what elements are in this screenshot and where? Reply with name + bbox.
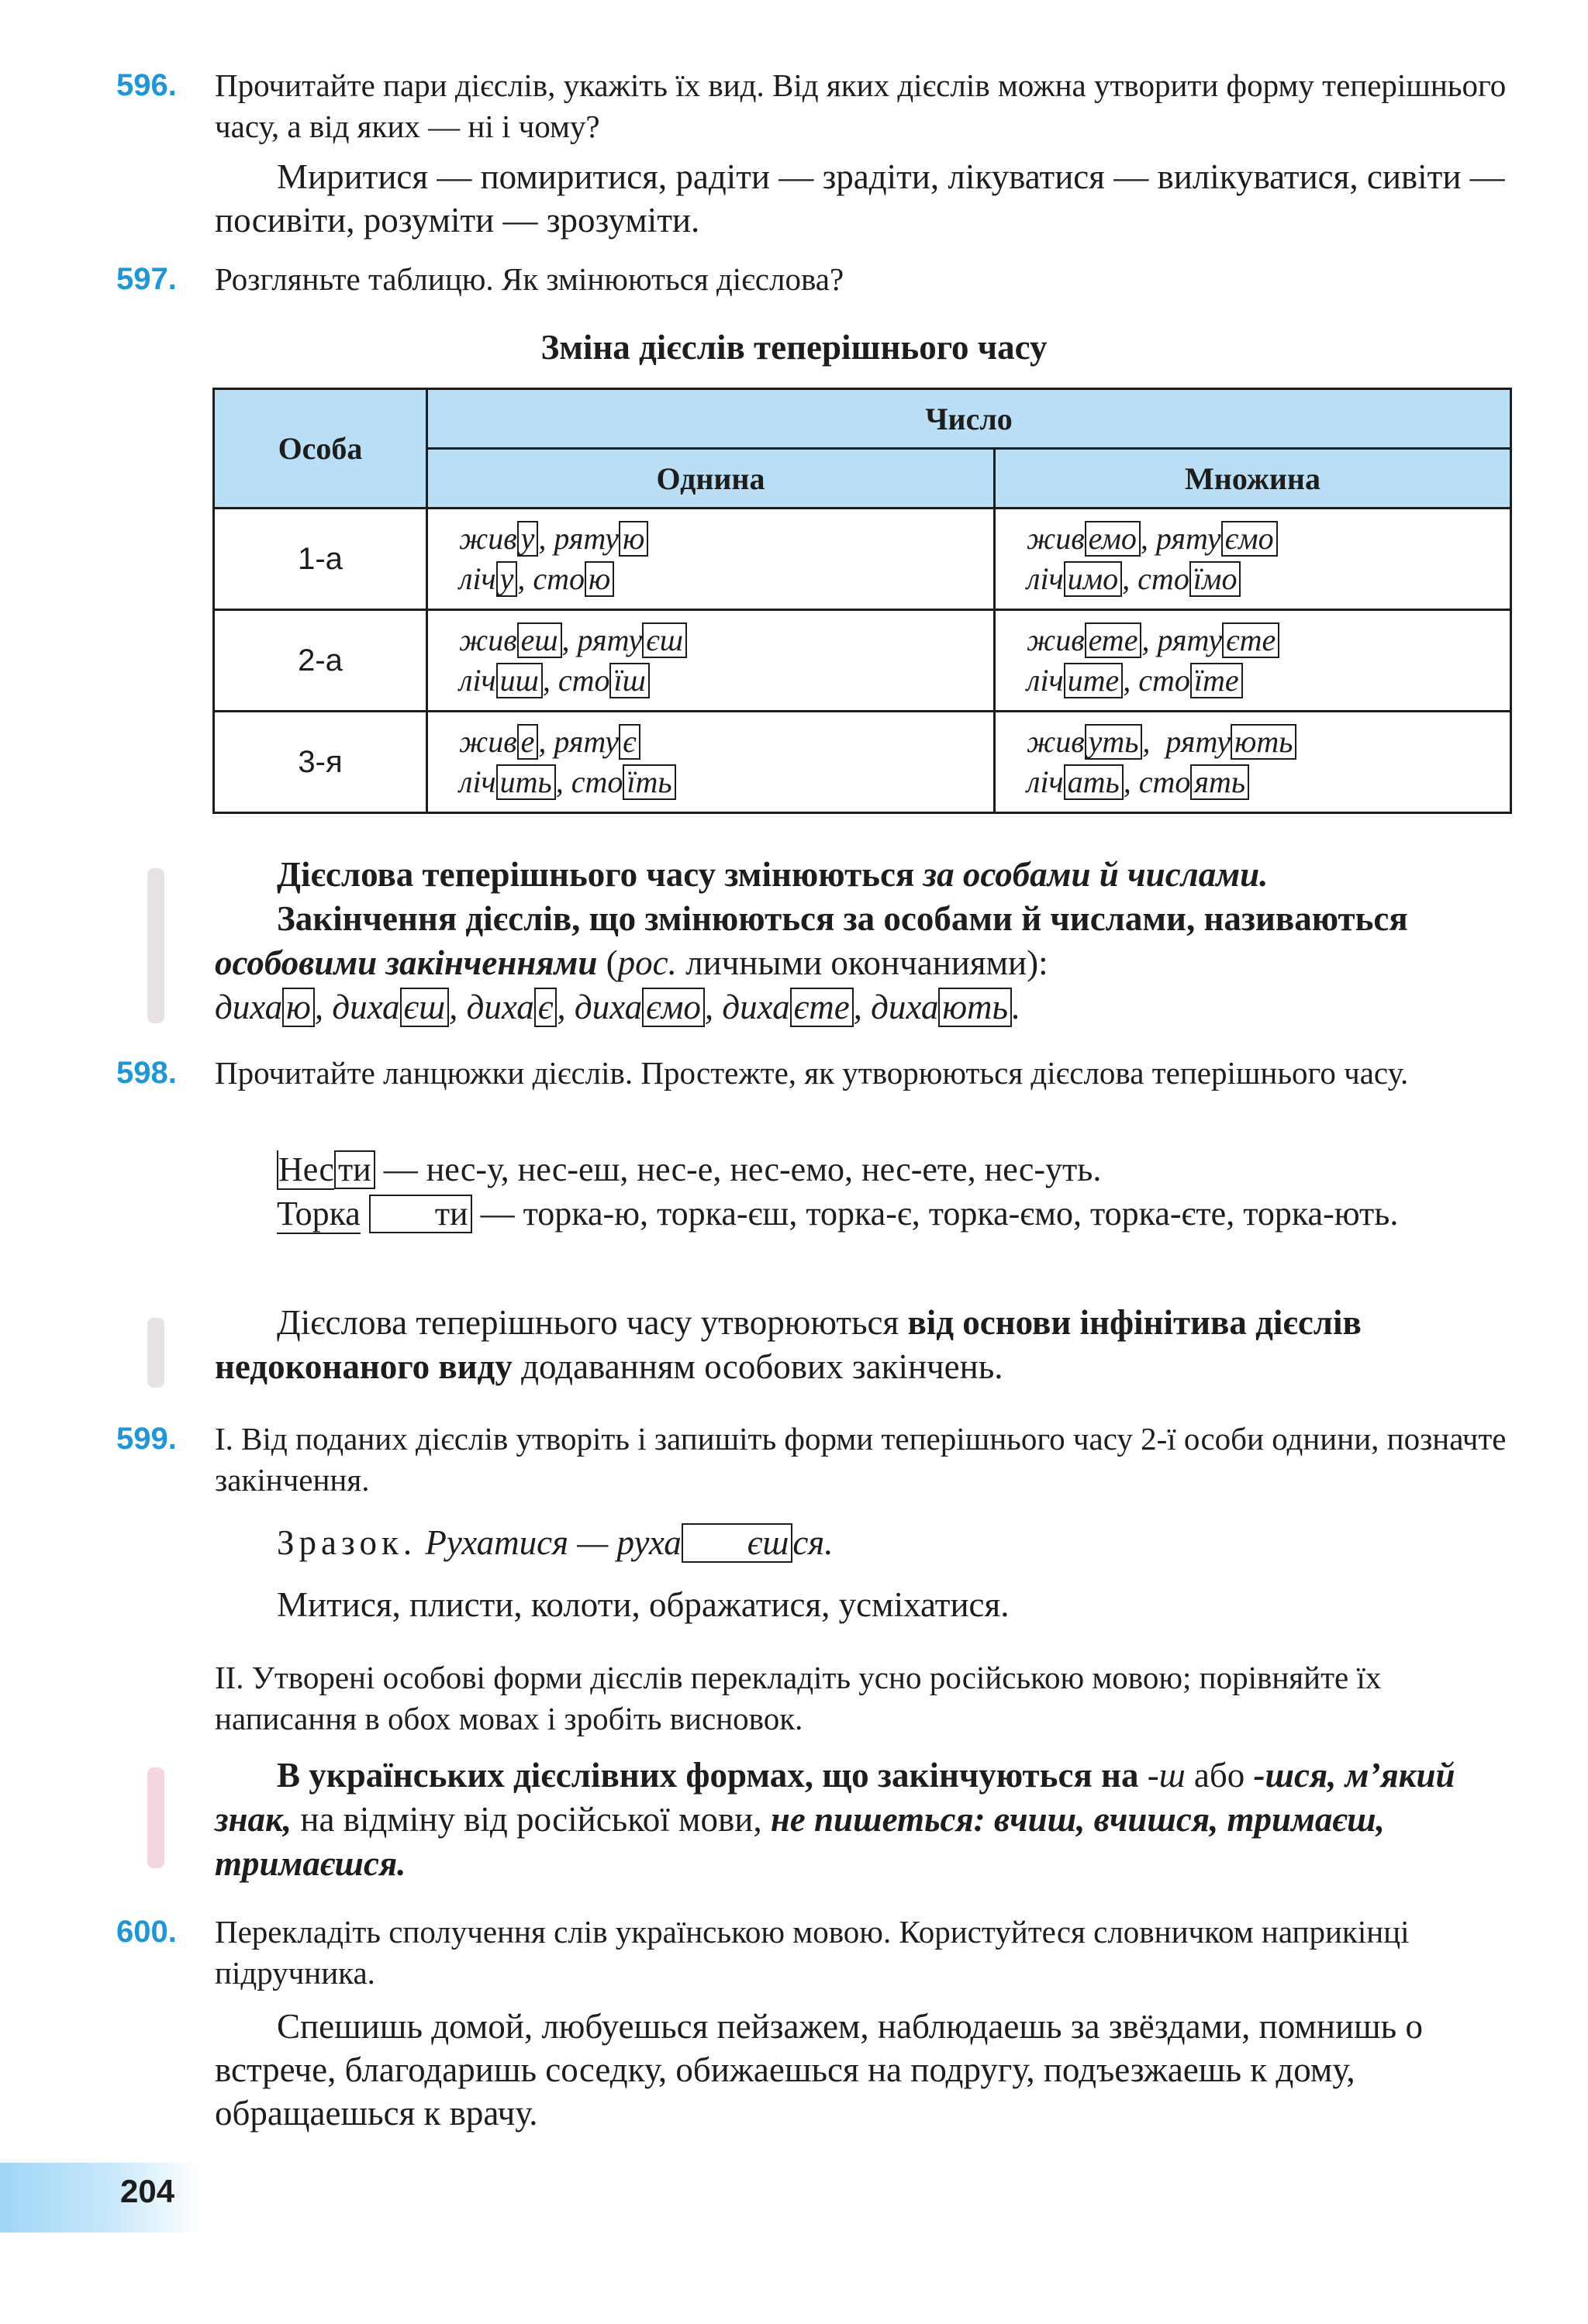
person-cell: 3-я [214, 712, 427, 813]
person-cell: 2-а [214, 610, 427, 712]
singular-forms: жив еш , ряту єш ліч иш , сто їш [427, 610, 995, 712]
person-cell: 1-а [214, 509, 427, 610]
exercise-596-task: Прочитайте пари дієслів, укажіть їх вид. Від яких дієслів можна утворити форму теперішнього часу, а від яких — ні і чому? [215, 67, 1507, 144]
exercise-number-597: 597. [116, 262, 177, 296]
exercise-number-598: 598. [116, 1056, 177, 1090]
rule-597: Дієслова теперішнього часу змінюються за особами й числами. Закінчення дієслів, що змінюються за особами й числами, називаються особовими закінченнями (рос. личными окончаниями): диха ю , диха єш , диха є , диха ємо , диха єте , диха ють . [215, 853, 1517, 1029]
exercise-599-sample: Зразок. Рухатися — руха єш ся. [277, 1523, 834, 1562]
exercise-600-text: Спешишь домой, любуешься пейзажем, наблюдаешь за звёздами, помнишь о встрече, благодаришь соседку, обижаешься на подругу, подъезжаешь к дому, обращаешься к врачу. [215, 2007, 1423, 2133]
header-number: Число [427, 389, 1511, 449]
header-plural: Множина [995, 449, 1511, 509]
exercise-number-596: 596. [116, 68, 177, 102]
exercise-596-text: Миритися — помиритися, радіти — зрадіти, лікуватися — вилікуватися, сивіти — посивіти, розуміти — зрозуміти. [215, 157, 1505, 240]
table-row [214, 610, 1511, 712]
margin-marker [147, 1767, 164, 1868]
rule-598: Дієслова теперішнього часу утворюються від основи інфінітива дієслів недоконаного виду додаванням особових закінчень. [215, 1303, 1362, 1386]
margin-marker [147, 1318, 164, 1388]
singular-forms: жив у , ряту ю ліч у , сто ю [427, 509, 995, 610]
rule-599: В українських дієслівних формах, що закінчуються на -ш або -шся, м’який знак, на відміну від російської мови, не пишеться: вчиш, вчишся, тримаєш, тримаєшся. [215, 1756, 1455, 1883]
exercise-599-task1: I. Від поданих дієслів утворіть і запишіть форми теперішнього часу 2-ї особи однини, позначте закінчення. [215, 1421, 1507, 1498]
table-title: Зміна дієслів теперішнього часу [540, 328, 1048, 367]
exercise-number-600: 600. [116, 1915, 177, 1949]
exercise-number-599: 599. [116, 1422, 177, 1456]
conjugation-table [212, 388, 1512, 814]
exercise-599-words: Митися, плисти, колоти, ображатися, усміхатися. [277, 1585, 1010, 1624]
plural-forms: жив ете , ряту єте ліч ите , сто їте [995, 610, 1511, 712]
exercise-599-task2: II. Утворені особові форми дієслів перекладіть усно російською мовою; порівняйте їх написання в обох мовах і зробіть висновок. [215, 1660, 1382, 1736]
exercise-600-task: Перекладіть сполучення слів українською мовою. Користуйтеся словничком наприкінці підручника. [215, 1914, 1410, 1991]
exercise-598-chains: Нес ти — нес-у, нес-еш, нес-е, нес-емо, нес-ете, нес-уть. Торка ти — торка-ю, торка-єш, торка-є, торка-ємо, торка-єте, торка-ють. [277, 1150, 1399, 1233]
plural-forms: жив емо , ряту ємо ліч имо , сто їмо [995, 509, 1511, 610]
exercise-597-task: Розгляньте таблицю. Як змінюються дієслова? [215, 261, 844, 297]
table-row [214, 509, 1511, 610]
page-number: 204 [120, 2173, 175, 2209]
exercise-598-task: Прочитайте ланцюжки дієслів. Простежте, як утворюються дієслова теперішнього часу. [215, 1055, 1409, 1091]
singular-forms: жив е , ряту є ліч ить , сто їть [427, 712, 995, 813]
header-person: Особа [214, 389, 427, 509]
header-singular: Однина [427, 449, 995, 509]
table-row [214, 712, 1511, 813]
plural-forms: жив уть , ряту ють ліч ать , сто ять [995, 712, 1511, 813]
endings-examples: диха ю , диха єш , диха є , диха ємо , диха єте , диха ють . [215, 988, 1021, 1026]
margin-marker [147, 868, 164, 1023]
